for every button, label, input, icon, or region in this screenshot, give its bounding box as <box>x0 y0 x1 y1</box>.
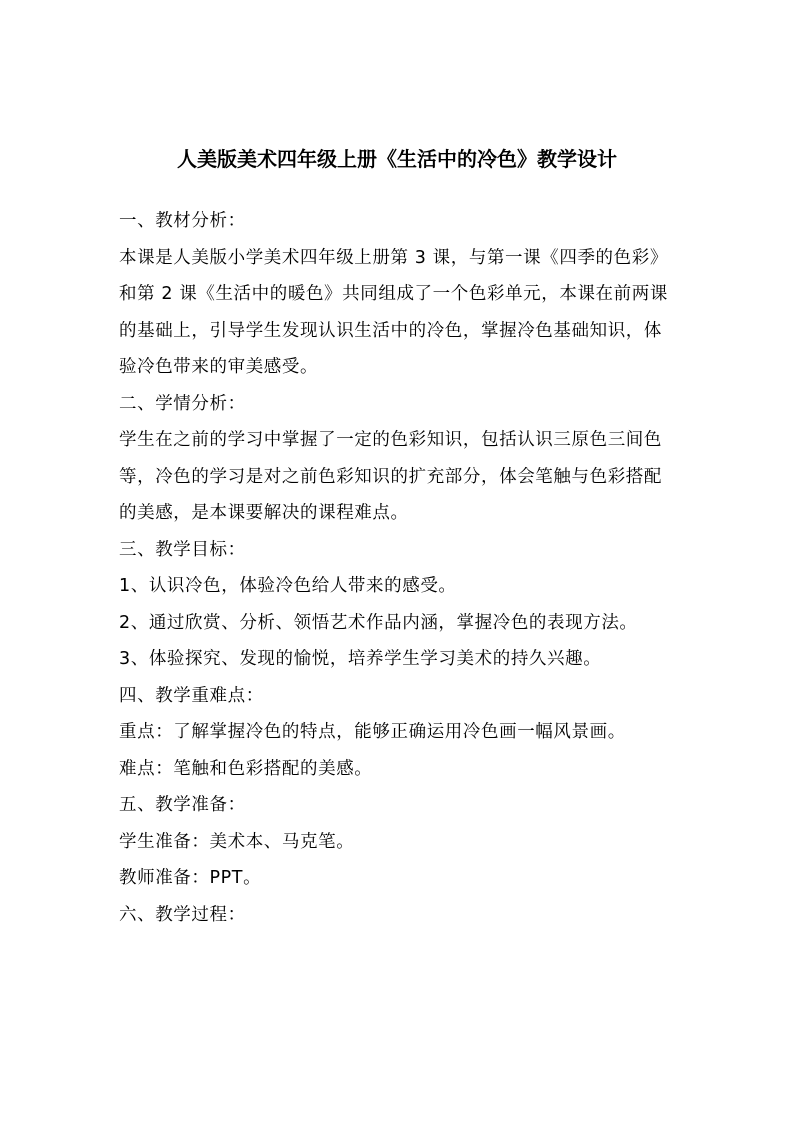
paragraph-line: 学生在之前的学习中掌握了一定的色彩知识，包括认识三原色三间色 <box>119 430 662 450</box>
teacher-preparation-line: 教师准备：PPT。 <box>119 868 262 888</box>
goal-item: 3、体验探究、发现的愉悦，培养学生学习美术的持久兴趣。 <box>119 649 602 669</box>
section-heading-student-analysis: 二、学情分析： <box>119 393 246 414</box>
section-heading-textbook-analysis: 一、教材分析： <box>119 211 246 231</box>
key-point-line: 重点：了解掌握冷色的特点，能够正确运用冷色画一幅风景画。 <box>119 722 626 742</box>
paragraph-line: 的美感，是本课要解决的课程难点。 <box>119 503 409 523</box>
paragraph-line: 验冷色带来的审美感受。 <box>119 357 319 377</box>
paragraph-line: 和第 2 课《生活中的暖色》共同组成了一个色彩单元，本课在前两课 <box>119 284 668 304</box>
section-heading-teaching-goals: 三、教学目标： <box>119 539 246 560</box>
section-heading-teaching-process: 六、教学过程： <box>119 904 246 925</box>
paragraph-line: 等，冷色的学习是对之前色彩知识的扩充部分，体会笔触与色彩搭配 <box>119 466 662 487</box>
document-title: 人美版美术四年级上册《生活中的冷色》教学设计 <box>177 147 617 171</box>
section-heading-key-points: 四、教学重难点： <box>119 685 264 706</box>
paragraph-line: 本课是人美版小学美术四年级上册第 3 课，与第一课《四季的色彩》 <box>119 247 668 268</box>
goal-item: 1、认识冷色，体验冷色给人带来的感受。 <box>119 576 457 596</box>
document-body <box>119 203 689 933</box>
student-preparation-line: 学生准备：美术本、马克笔。 <box>119 831 355 852</box>
difficult-point-line: 难点：笔触和色彩搭配的美感。 <box>119 758 373 779</box>
section-heading-preparation: 五、教学准备： <box>119 795 246 815</box>
paragraph-line: 的基础上，引导学生发现认识生活中的冷色，掌握冷色基础知识，体 <box>119 320 662 341</box>
goal-item: 2、通过欣赏、分析、领悟艺术作品内涵，掌握冷色的表现方法。 <box>119 612 638 633</box>
